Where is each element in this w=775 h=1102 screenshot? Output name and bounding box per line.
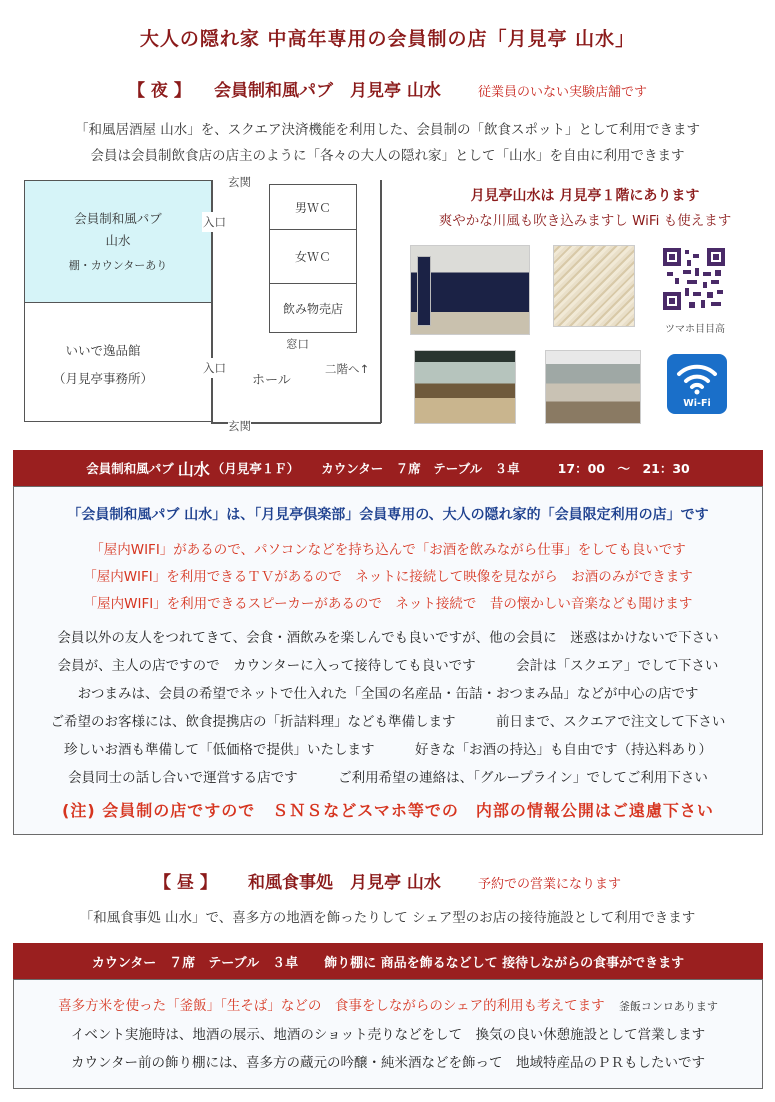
wifi-label: Wi-Fi xyxy=(683,398,711,409)
box2-line-1-note: 釜飯コンロあります xyxy=(618,1000,718,1013)
qr-caption: ツマホ目目高 xyxy=(665,324,725,335)
day-name: 和風食事処 月見亭 山水 xyxy=(247,873,441,893)
box1-wifi-2: 「屋内WIFI」を利用できるＴＶがあるので ネットに接続して映像を見ながら お酒のみができます xyxy=(83,569,693,585)
box2-line-1 xyxy=(14,994,762,1014)
location-heading: 月見亭山水は 月見亭１階にあります xyxy=(470,188,700,204)
box2-line-3: カウンター前の飾り棚には、喜多方の蔵元の吟醸・純米酒などを飾って 地域特産品のＰＲもしたいです xyxy=(71,1055,705,1071)
table-room-photo xyxy=(545,350,641,424)
upstairs-label: 二階へ↑ xyxy=(324,359,370,379)
sign-board-icon xyxy=(417,256,431,326)
night-note: 従業員のいない実験店舗です xyxy=(477,85,647,100)
box1-lead: 「会員制和風パブ 山水」は、「月見亭倶楽部」会員専用の、大人の隠れ家的「会員限定利用の店」です xyxy=(67,507,709,523)
noren-photo xyxy=(410,245,530,335)
entrance-bottom: 玄関 xyxy=(228,419,251,433)
pub-room-label-1: 会員制和風パブ xyxy=(74,211,162,226)
womens-wc xyxy=(269,229,357,284)
box1-wifi-1: 「屋内WIFI」があるので、パソコンなどを持ち込んで「お酒を飲みながら仕事」をしても良いです xyxy=(90,542,686,558)
hall-label: ホール xyxy=(252,373,291,388)
day-intro: 「和風食事処 山水」で、喜多方の地酒を飾ったりして シェア型のお店の接待施設として利用できます xyxy=(79,910,696,926)
night-tag: 【 夜 】 xyxy=(128,81,191,101)
box1-rule-6: 会員同士の話し合いで運営する店です ご利用希望の連絡は、「グループライン」でしてご利用下さい xyxy=(68,770,708,786)
box1-rule-3: おつまみは、会員の希望でネットで仕入れた「全国の名産品・缶詰・おつまみ品」などが中心の店です xyxy=(77,686,699,702)
office-label-1: いいで逸品館 xyxy=(65,343,141,358)
mens-wc-label: 男ＷＣ xyxy=(294,201,331,215)
location-sub: 爽やかな川風も吹き込みますし WiFi も使えます xyxy=(438,213,732,229)
drink-stand-label: 飲み物売店 xyxy=(282,302,343,316)
night-name: 会員制和風パブ 月見亭 山水 xyxy=(213,81,441,101)
day-details-box xyxy=(13,979,763,1089)
pub-room-label-2: 山水 xyxy=(105,233,131,248)
floor-plan xyxy=(22,172,392,432)
office-room xyxy=(24,302,212,422)
pub-room-label-3: 棚・カウンターあり xyxy=(68,259,168,272)
band1-name: 山水 xyxy=(177,459,210,479)
night-header xyxy=(0,76,775,101)
day-info-band xyxy=(13,943,763,979)
soba-photo xyxy=(553,245,635,327)
band1-left: 会員制和風パブ xyxy=(86,461,174,476)
band1-hours: 17：00 ～ 21：30 xyxy=(557,461,690,476)
band1-counter: カウンター ７席 テーブル ３卓 xyxy=(321,461,520,476)
day-header xyxy=(0,868,775,893)
box1-rule-5: 珍しいお酒も準備して「低価格で提供」いたします 好きな「お酒の持込」も自由です（持込料あり） xyxy=(64,742,712,758)
night-details-box xyxy=(13,486,763,835)
office-label-2: （月見亭事務所） xyxy=(52,371,153,386)
box1-warning: (注) 会員制の店ですので ＳＮＳなどスマホ等での 内部の情報公開はご遠慮下さい xyxy=(62,801,714,820)
pub-room xyxy=(24,180,212,303)
page-title: 大人の隠れ家 中高年専用の会員制の店「月見亭 山水」 xyxy=(139,28,636,50)
box2-line-2: イベント実施時は、地酒の展示、地酒のショット売りなどをして 換気の良い休憩施設として営業します xyxy=(70,1027,706,1043)
day-note: 予約での営業になります xyxy=(477,877,621,892)
night-info-band xyxy=(13,450,763,486)
night-intro-2: 会員は会員制飲食店の店主のように「各々の大人の隠れ家」として「山水」を自由に利用できます xyxy=(90,148,685,164)
box1-rule-4: ご希望のお客様には、飲食提携店の「折詰料理」なども準備します 前日まで、スクエアで注文して下さい xyxy=(50,714,726,730)
box1-rule-1: 会員以外の友人をつれてきて、会食・酒飲みを楽しんでも良いですが、他の会員に 迷惑はかけないで下さい xyxy=(57,630,719,646)
qr-code-icon[interactable] xyxy=(663,248,725,310)
band1-floor: （月見亭１Ｆ） xyxy=(211,461,300,476)
box1-wifi-3: 「屋内WIFI」を利用できるスピーカーがあるので ネット接続で 昔の懐かしい音楽なども聞けます xyxy=(83,596,693,612)
wifi-icon xyxy=(667,354,727,414)
box1-rule-2: 会員が、主人の店ですので カウンターに入って接待しても良いです 会計は「スクエア」でして下さい xyxy=(57,658,719,674)
box2-line-1-main: 喜多方米を使った「釜飯」「生そば」などの 食事をしながらのシェア的利用も考えてます xyxy=(58,998,605,1014)
entrance-top: 玄関 xyxy=(228,175,251,189)
entry-label-2: 入口 xyxy=(202,358,227,378)
counter-photo xyxy=(414,350,516,424)
day-tag: 【 昼 】 xyxy=(154,873,217,893)
mens-wc xyxy=(269,184,357,230)
womens-wc-label: 女ＷＣ xyxy=(294,250,331,264)
drink-stand xyxy=(269,283,357,333)
night-intro-1: 「和風居酒屋 山水」を、スクエア決済機能を利用した、会員制の「飲食スポット」として利用できます xyxy=(74,122,701,138)
entry-label-1: 入口 xyxy=(202,212,227,232)
window-label: 窓口 xyxy=(286,337,309,351)
hall-wall-right xyxy=(380,180,382,423)
band2-text: カウンター ７席 テーブル ３卓 飾り棚に 商品を飾るなどして 接待しながらの食事ができます xyxy=(91,955,685,971)
